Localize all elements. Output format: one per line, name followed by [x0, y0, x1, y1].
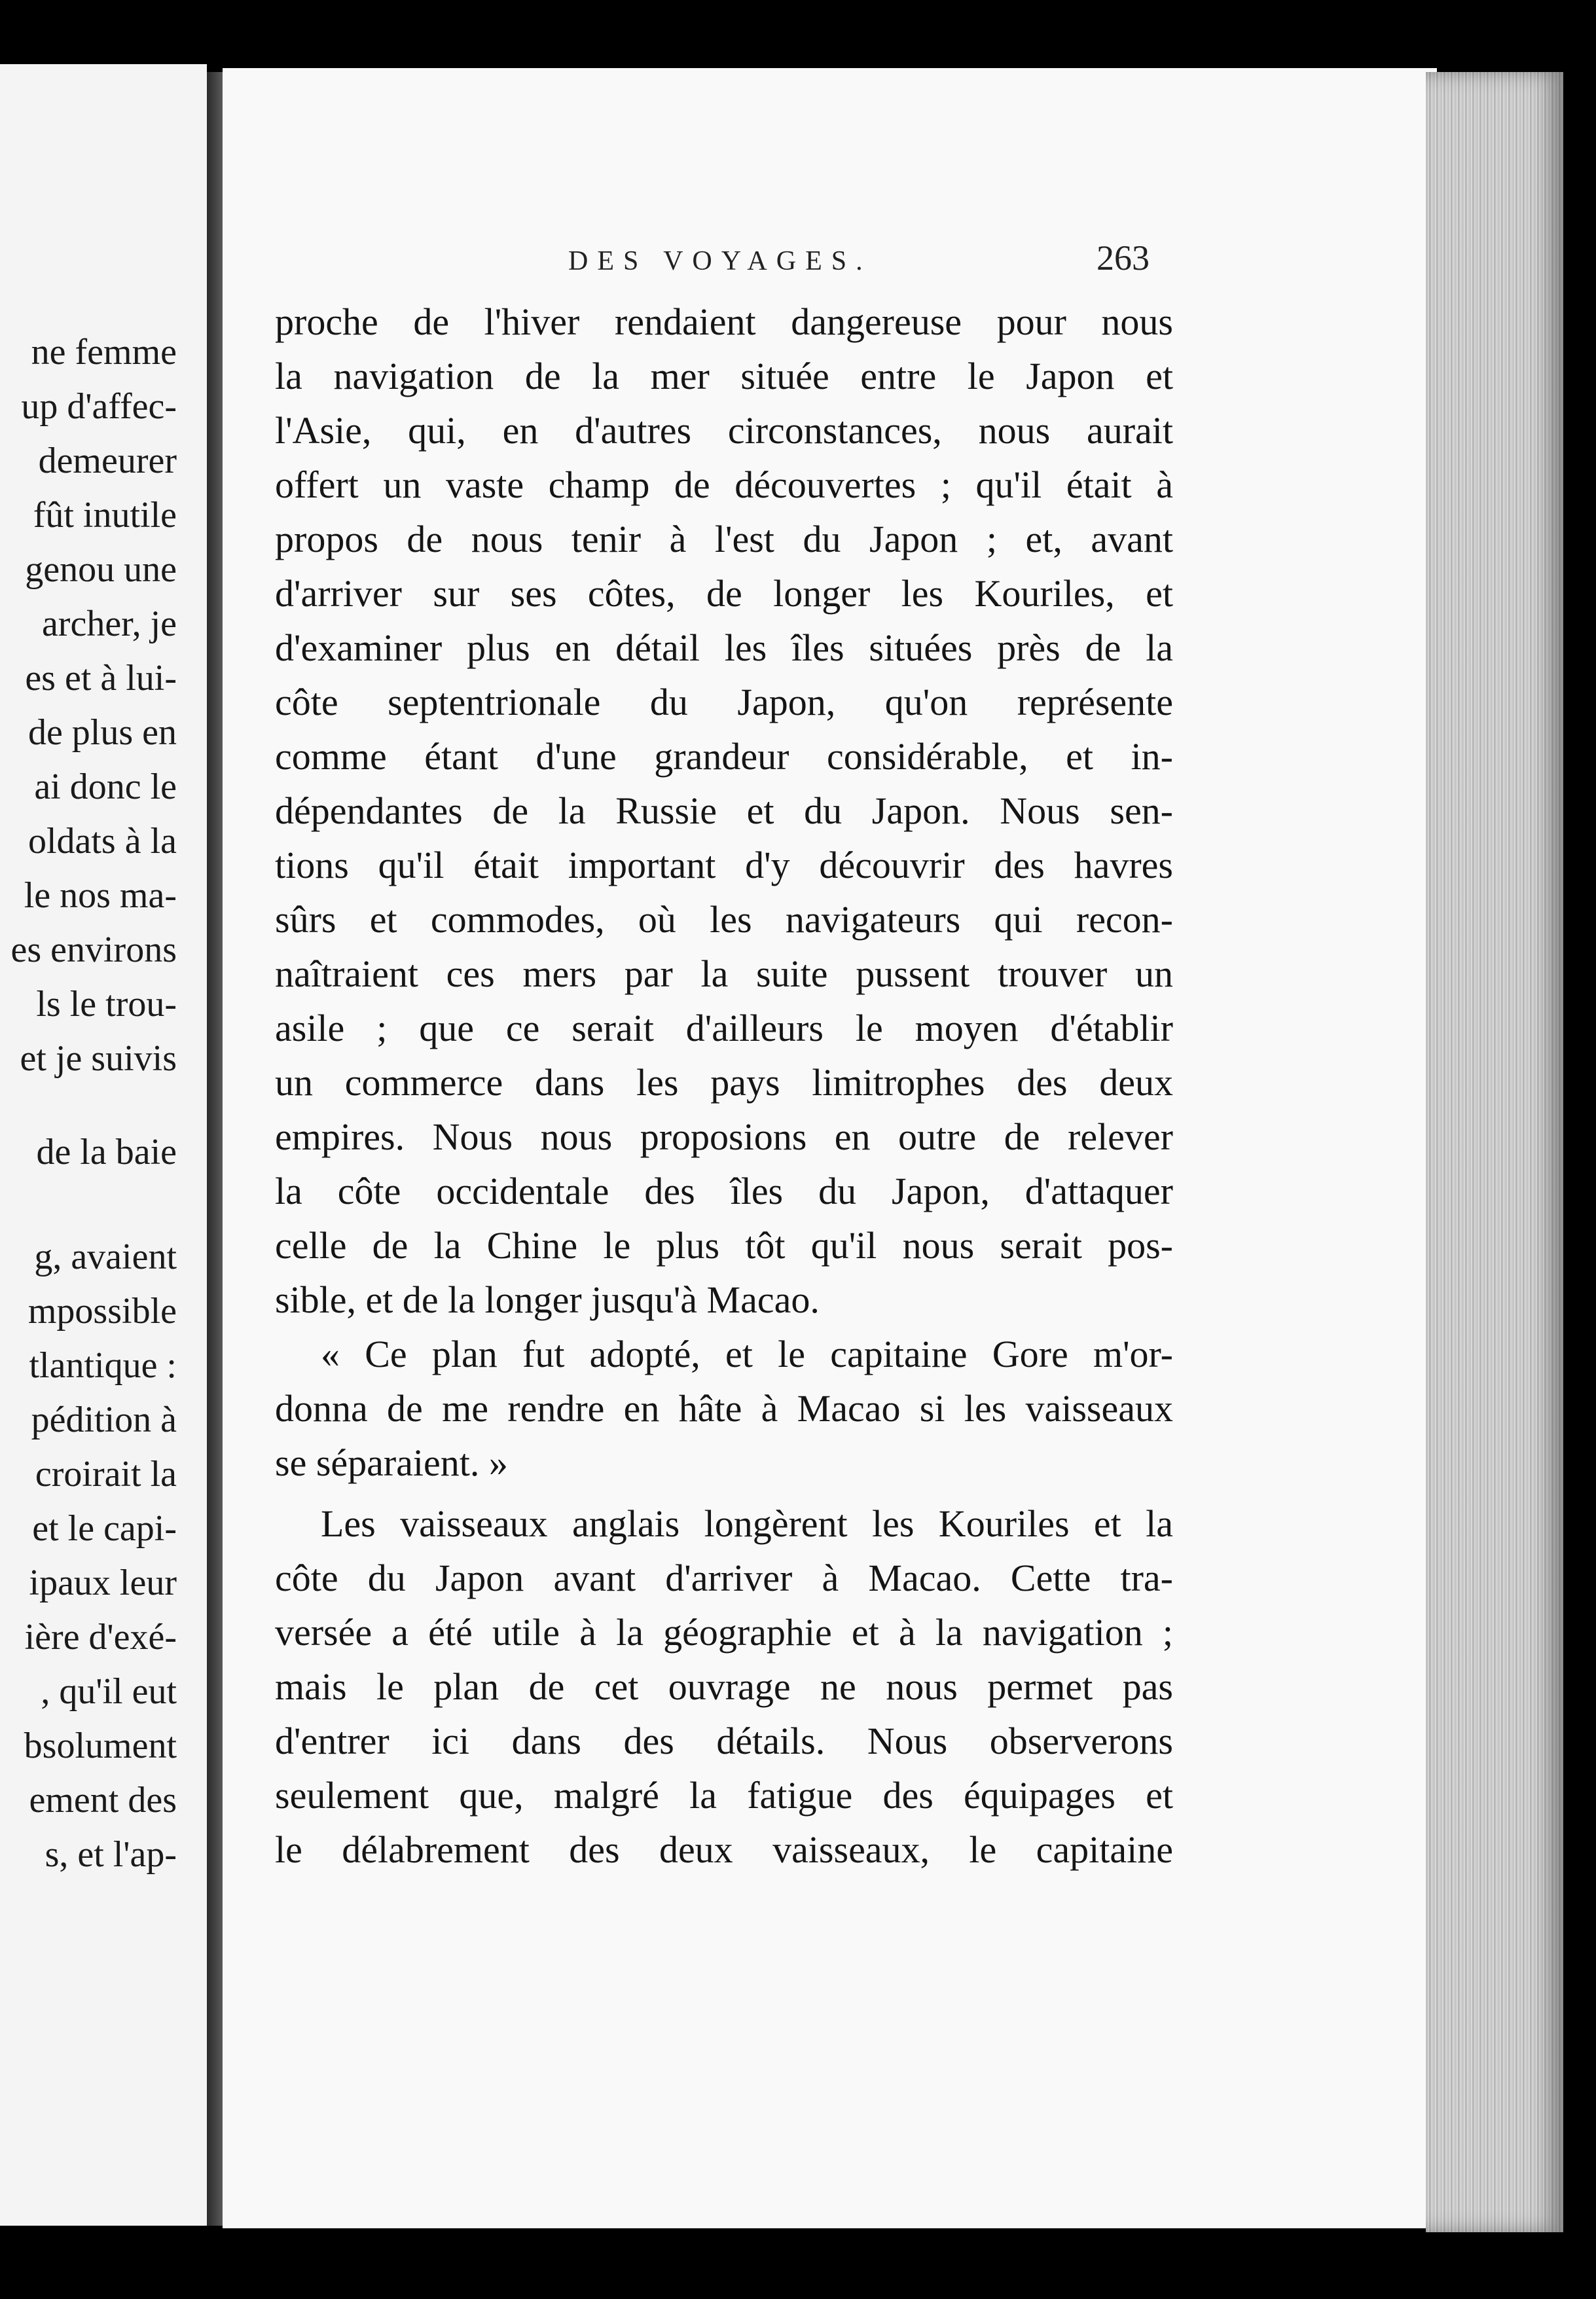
left-page-line: up d'affec-	[21, 386, 177, 427]
text-line: donna de me rendre en hâte à Macao si les vaisseaux	[275, 1387, 1173, 1430]
text-line: tions qu'il était important d'y découvrir des havres	[275, 844, 1173, 886]
running-head: DES VOYAGES.	[568, 246, 872, 276]
text-line: le délabrement des deux vaisseaux, le capitaine	[275, 1828, 1173, 1871]
left-page-line: genou une	[25, 549, 177, 590]
left-page-line: tlantique :	[29, 1345, 177, 1386]
left-page-line: ipaux leur	[29, 1563, 177, 1603]
text-line: Les vaisseaux anglais longèrent les Kouriles et la	[321, 1502, 1173, 1545]
text-line: mais le plan de cet ouvrage ne nous permet pas	[275, 1665, 1173, 1708]
text-line: côte du Japon avant d'arriver à Macao. Cette tra-	[275, 1557, 1173, 1599]
text-line: seulement que, malgré la fatigue des équipages et	[275, 1774, 1173, 1817]
left-page-line: g, avaient	[34, 1237, 177, 1277]
left-page-line: ement des	[29, 1780, 177, 1820]
text-line: empires. Nous nous proposions en outre de relever	[275, 1115, 1173, 1158]
text-line: sûrs et commodes, où les navigateurs qui recon-	[275, 898, 1173, 941]
left-page-line: ls le trou-	[36, 984, 177, 1024]
text-line: dépendantes de la Russie et du Japon. Nous sen-	[275, 789, 1173, 832]
text-line: côte septentrionale du Japon, qu'on représente	[275, 681, 1173, 723]
text-line: l'Asie, qui, en d'autres circonstances, nous aurait	[275, 409, 1173, 452]
text-line: sible, et de la longer jusqu'à Macao.	[275, 1278, 820, 1321]
text-line: d'entrer ici dans des détails. Nous observerons	[275, 1720, 1173, 1762]
left-page-line: demeurer	[38, 441, 177, 481]
left-page-line: croirait la	[35, 1454, 177, 1494]
page-number: 263	[1097, 238, 1150, 278]
left-page-line: ai donc le	[34, 767, 177, 807]
left-page-line: le nos ma-	[24, 875, 177, 916]
left-page-line: de plus en	[27, 712, 177, 753]
left-page-line: oldats à la	[27, 821, 177, 861]
text-line: d'arriver sur ses côtes, de longer les Kouriles, et	[275, 572, 1173, 615]
text-line: se séparaient. »	[275, 1441, 508, 1484]
text-line: la navigation de la mer située entre le Japon et	[275, 355, 1173, 397]
text-line: naîtraient ces mers par la suite pussent trouver un	[275, 952, 1173, 995]
text-line: un commerce dans les pays limitrophes des deux	[275, 1061, 1173, 1104]
text-line: versée a été utile à la géographie et à la navigation ;	[275, 1611, 1173, 1654]
left-page-line: , qu'il eut	[41, 1671, 177, 1712]
left-page-line: es environs	[10, 930, 177, 970]
left-page-line: ne femme	[31, 332, 177, 372]
left-page-line: de la baie	[36, 1132, 177, 1172]
left-page-line: ière d'exé-	[24, 1617, 177, 1657]
left-page-line: fût inutile	[33, 495, 177, 535]
text-line: proche de l'hiver rendaient dangereuse pour nous	[275, 300, 1173, 343]
left-page-line: pédition à	[31, 1400, 177, 1440]
left-page-line: bsolument	[24, 1726, 177, 1766]
text-line: d'examiner plus en détail les îles situées près de la	[275, 626, 1173, 669]
left-page-line: es et à lui-	[25, 658, 177, 698]
left-facing-page	[0, 64, 207, 2226]
left-page-line: et je suivis	[20, 1038, 177, 1079]
text-line: comme étant d'une grandeur considérable, et in-	[275, 735, 1173, 778]
text-line: celle de la Chine le plus tôt qu'il nous serait pos-	[275, 1224, 1173, 1267]
left-page-line: mpossible	[27, 1291, 177, 1331]
body-text	[275, 295, 1173, 1877]
text-line: propos de nous tenir à l'est du Japon ; et, avant	[275, 518, 1173, 560]
page-edges	[1426, 72, 1563, 2232]
left-page-line: archer, je	[41, 604, 177, 644]
text-line: offert un vaste champ de découvertes ; qu'il était à	[275, 463, 1173, 506]
text-line: la côte occidentale des îles du Japon, d'attaquer	[275, 1170, 1173, 1212]
left-page-line: et le capi-	[32, 1508, 177, 1549]
text-line: asile ; que ce serait d'ailleurs le moyen d'établir	[275, 1007, 1173, 1049]
text-line: « Ce plan fut adopté, et le capitaine Gore m'or-	[321, 1333, 1173, 1375]
left-page-line: s, et l'ap-	[45, 1834, 177, 1875]
